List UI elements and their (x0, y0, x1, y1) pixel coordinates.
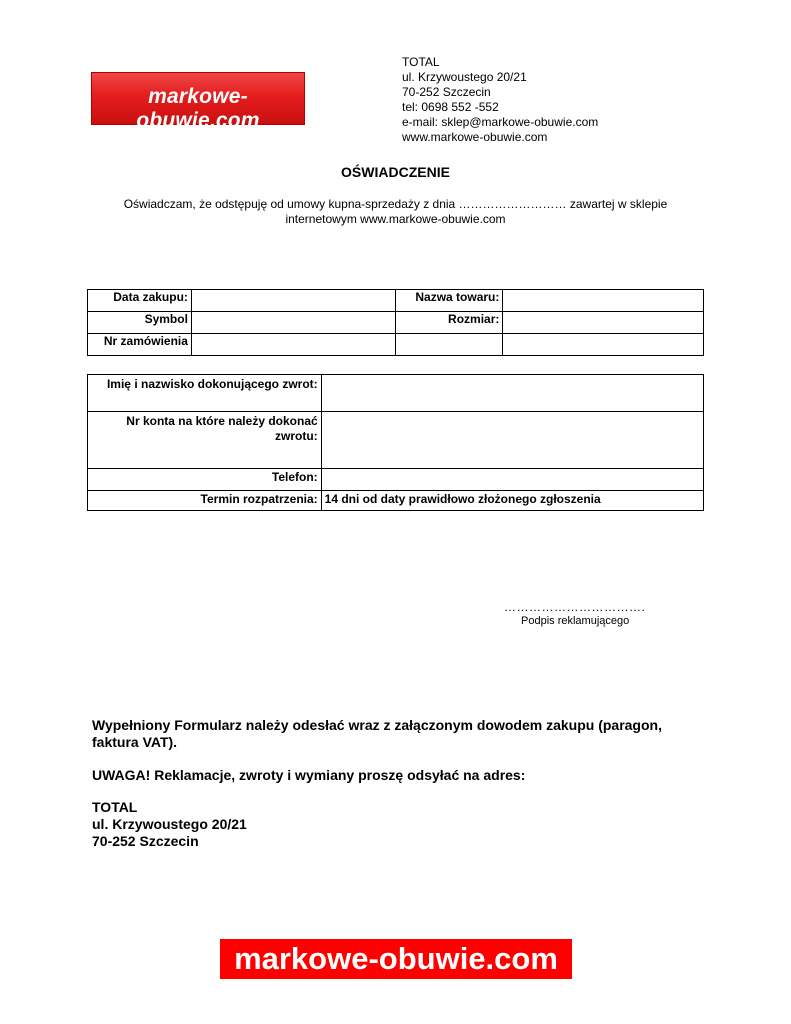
return-address-name: TOTAL (92, 799, 138, 815)
order-details-table (87, 289, 704, 356)
empty-cell (503, 334, 704, 356)
table-row (88, 491, 704, 511)
signature-line: ……………………………. (504, 600, 646, 614)
account-field[interactable] (321, 412, 703, 469)
company-name: TOTAL (402, 55, 440, 69)
deadline-value: 14 dni od daty prawidłowo złożonego zgłoszenia (321, 491, 703, 511)
order-number-label: Nr zamówienia (88, 334, 192, 356)
notice-text: Wypełniony Formularz należy odesłać wraz z załączonym dowodem zakupu (paragon, faktura VAT). (92, 717, 662, 750)
order-number-field[interactable] (191, 334, 395, 356)
statement (90, 197, 701, 227)
table-row (88, 375, 704, 412)
statement-line-2: internetowym www.markowe-obuwie.com (285, 212, 506, 226)
return-address-city: 70-252 Szczecin (92, 833, 199, 849)
return-address (92, 799, 247, 850)
table-row (88, 290, 704, 312)
company-phone: tel: 0698 552 -552 (402, 100, 499, 114)
account-label: Nr konta na które należy dokonać zwrotu: (88, 412, 322, 469)
phone-label: Telefon: (88, 469, 322, 491)
size-field[interactable] (503, 312, 704, 334)
document-title: OŚWIADCZENIE (341, 164, 450, 180)
table-row (88, 334, 704, 356)
signature-label: Podpis reklamującego (521, 615, 630, 627)
product-name-field[interactable] (503, 290, 704, 312)
product-name-label: Nazwa towaru: (395, 290, 503, 312)
phone-field[interactable] (321, 469, 703, 491)
footer-banner: markowe-obuwie.com (220, 939, 572, 979)
purchase-date-label: Data zakupu: (88, 290, 192, 312)
store-logo (91, 72, 305, 132)
size-label: Rozmiar: (395, 312, 503, 334)
deadline-label: Termin rozpatrzenia: (88, 491, 322, 511)
warning-text: UWAGA! Reklamacje, zwroty i wymiany proszę odsyłać na adres: (92, 767, 526, 783)
purchase-date-field[interactable] (191, 290, 395, 312)
statement-line-1: Oświadczam, że odstępuję od umowy kupna-sprzedaży z dnia ……………………… zawartej w sklepie (123, 197, 668, 211)
company-email[interactable]: e-mail: sklep@markowe-obuwie.com (402, 115, 599, 129)
company-website[interactable]: www.markowe-obuwie.com (402, 130, 548, 144)
company-street: ul. Krzywoustego 20/21 (402, 70, 527, 84)
company-city: 70-252 Szczecin (402, 85, 491, 99)
logo-text: markowe-obuwie.com (136, 85, 260, 132)
return-details-table (87, 374, 704, 511)
symbol-label: Symbol (88, 312, 192, 334)
return-address-street: ul. Krzywoustego 20/21 (92, 816, 247, 832)
table-row (88, 469, 704, 491)
symbol-field[interactable] (191, 312, 395, 334)
table-row (88, 312, 704, 334)
company-info (402, 55, 598, 145)
name-field[interactable] (321, 375, 703, 412)
empty-cell (395, 334, 503, 356)
table-row (88, 412, 704, 469)
name-label: Imię i nazwisko dokonującego zwrot: (88, 375, 322, 412)
